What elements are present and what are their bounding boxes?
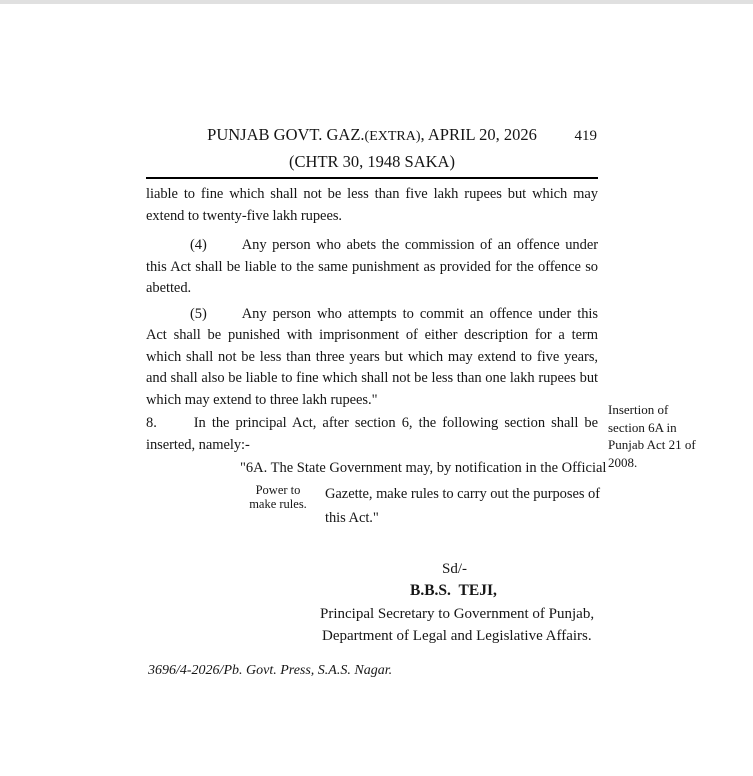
- inserted-section-6a-quote: [240, 458, 607, 530]
- signature-sd: Sd/-: [442, 560, 468, 577]
- clause-4-text: Any person who abets the commission of an offence under this Act shall be liable to the same punishment as provided for the offence so abetted.: [146, 237, 598, 296]
- clause-5-number: (5): [190, 305, 207, 322]
- gazette-title-prefix: PUNJAB GOVT. GAZ.: [207, 125, 365, 144]
- page-number: 419: [574, 128, 597, 144]
- gazette-title-suffix: , APRIL 20, 2026: [420, 125, 537, 144]
- clause-5-text: Any person who attempts to commit an offence under this Act shall be punished with imprisonment of either description for a term which shall not be less than three years but which may extend to five years, and shall also be liable to fine which shall not be less than one lakh rupees but which may extend to three lakh rupees.": [146, 305, 598, 408]
- header-rule: [146, 177, 598, 179]
- gazette-header-line1: [146, 122, 598, 149]
- press-imprint-line: 3696/4-2026/Pb. Govt. Press, S.A.S. Nagar.: [148, 662, 393, 678]
- quote-side-label-power-to-make-rules: Power to make rules.: [249, 483, 307, 511]
- signature-title-line2: Department of Legal and Legislative Affairs.: [322, 628, 592, 644]
- main-text-column: [146, 0, 607, 679]
- quote-6a-continuation: Gazette, make rules to carry out the purposes of this Act.": [325, 485, 601, 526]
- gazette-header: [146, 122, 598, 174]
- signature-name: B.B.S. TEJI,: [410, 582, 497, 599]
- signature-title-line1: Principal Secretary to Government of Punjab,: [320, 605, 595, 622]
- margin-note-insertion: Insertion of section 6A in Punjab Act 21 of 2008.: [608, 402, 696, 470]
- clause-4-number: (4): [190, 237, 207, 253]
- gazette-title-extra: (EXTRA): [364, 129, 421, 144]
- section-8-text: In the principal Act, after section 6, the following section shall be inserted, namely:-: [146, 415, 598, 453]
- clause-4-paragraph: [146, 235, 598, 300]
- section-8-paragraph: [146, 413, 598, 456]
- clause-5-paragraph: [146, 304, 598, 412]
- signature-block: [146, 558, 598, 648]
- gazette-header-line2: (CHTR 30, 1948 SAKA): [289, 152, 455, 171]
- paragraph-continuation: liable to fine which shall not be less than five lakh rupees but which may extend to twenty-five lakh rupees.: [146, 186, 598, 224]
- quote-6a-line1: "6A. The State Government may, by notification in the Official: [240, 460, 607, 476]
- section-8-number: 8.: [146, 415, 157, 431]
